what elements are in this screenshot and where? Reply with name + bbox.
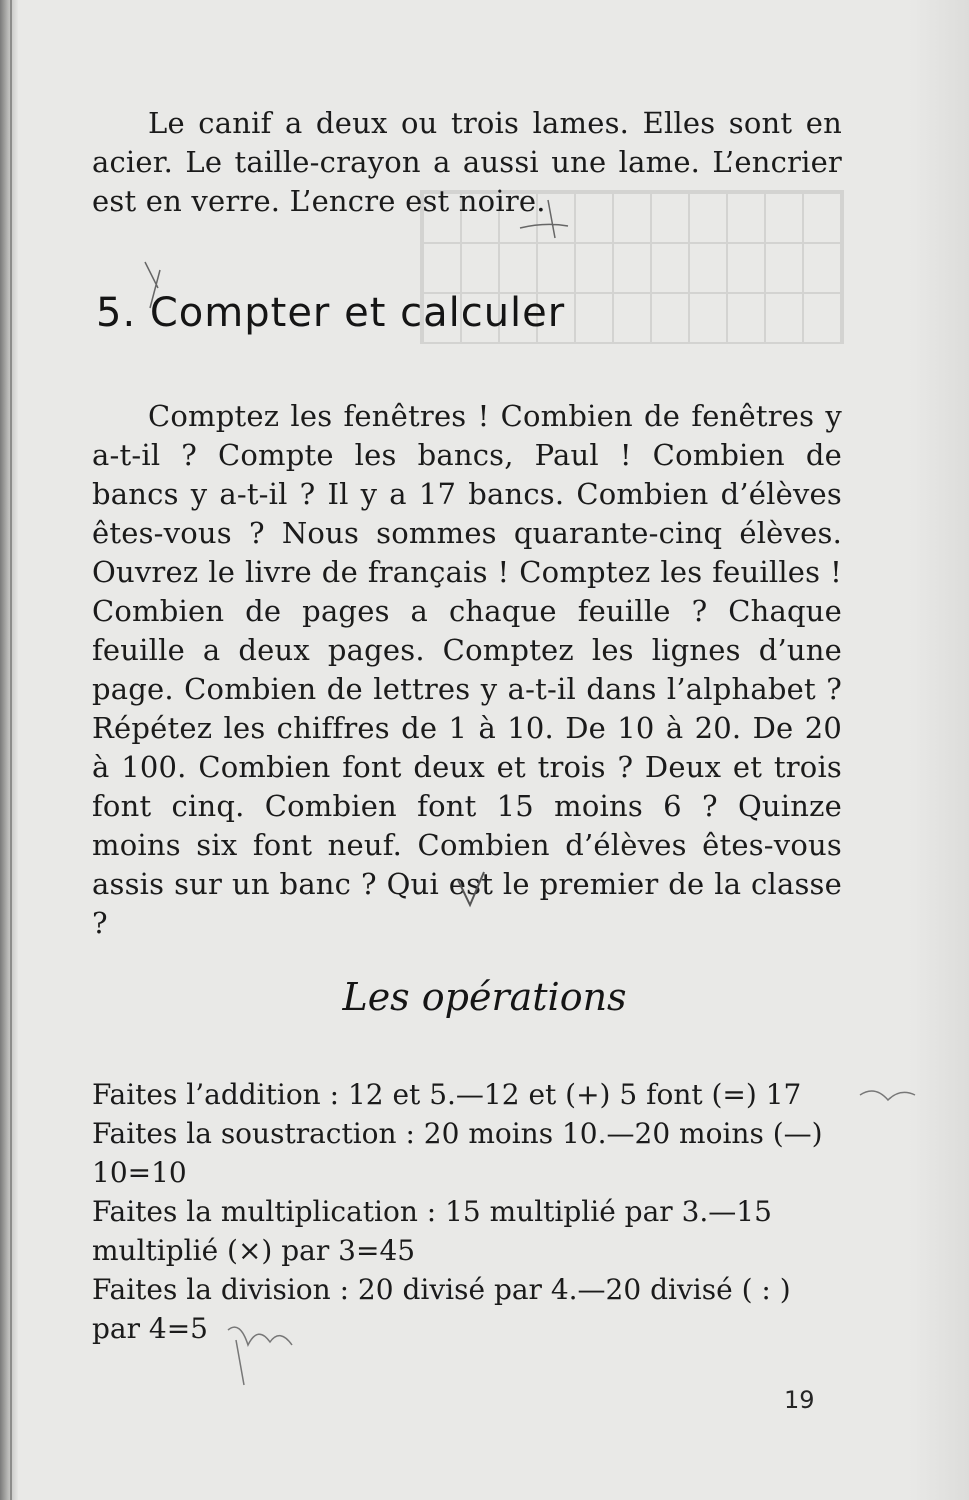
operation-multiplication-result: multiplié (×) par 3=45 xyxy=(92,1234,416,1267)
operation-division-line: Faites la division : 20 divisé par 4.—20 divisé ( : ) xyxy=(92,1273,791,1306)
operation-multiplication-line: Faites la multiplication : 15 multiplié par 3.—15 xyxy=(92,1195,772,1228)
section-heading: 5. Compter et calculer xyxy=(96,290,566,336)
subheading-operations: Les opérations xyxy=(342,975,627,1019)
operation-addition-line: Faites l’addition : 12 et 5.—12 et (+) 5 font (=) 17 xyxy=(92,1078,802,1111)
operation-multiplication xyxy=(92,1192,842,1270)
page-number: 19 xyxy=(784,1386,815,1414)
paragraph-compter xyxy=(92,397,842,943)
operation-subtraction-result: 10=10 xyxy=(92,1156,187,1189)
operation-division xyxy=(92,1270,842,1348)
operation-division-result: par 4=5 xyxy=(92,1312,208,1345)
paragraph-compter-text: Comptez les fenêtres ! Combien de fenêtres y a-t-il ? Compte les bancs, Paul ! Combien de bancs y a-t-il ? Il y a 17 bancs. Combien d’élèves êtes-vous ? Nous sommes quarante-cinq élèves. Ouvrez le livre de français ! Comptez les feuilles ! Combien de pages a chaque feuille ? Chaque feuille a deux pages. Comptez les lignes d’une page. Combien de lettres y a-t-il dans l’alphabet ? Répétez les chiffres de 1 à 10. De 10 à 20. De 20 à 100. Combien font deux et trois ? Deux et trois font cinq. Combien font 15 moins 6 ? Quinze moins six font neuf. Combien d’élèves êtes-vous assis sur un banc ? Qui est le premier de la classe ? xyxy=(92,399,842,940)
operation-subtraction xyxy=(92,1114,842,1192)
paragraph-canif-text: Le canif a deux ou trois lames. Elles sont en acier. Le taille-crayon a aussi une lame. L’encrier est en verre. L’encre est noire. xyxy=(92,106,842,218)
pencil-margin-mark xyxy=(860,1091,915,1100)
page-binding-edge xyxy=(0,0,18,1500)
operations-list xyxy=(92,1075,842,1348)
paragraph-canif xyxy=(92,104,842,221)
page-shadow xyxy=(909,0,969,1500)
operation-subtraction-line: Faites la soustraction : 20 moins 10.—20 moins (—) xyxy=(92,1117,823,1150)
operation-addition xyxy=(92,1075,842,1114)
